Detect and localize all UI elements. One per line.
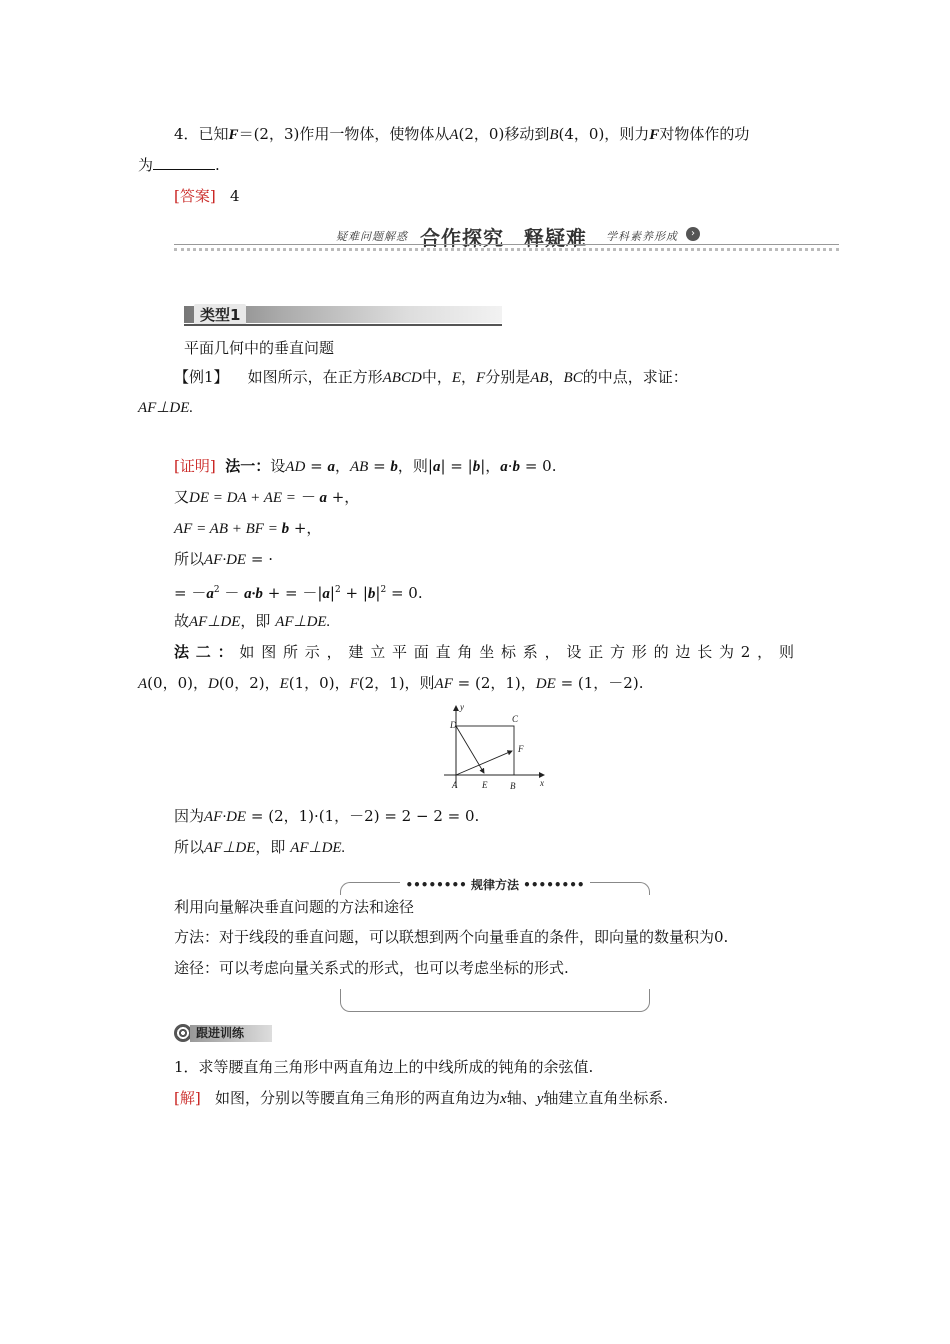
example-text: 的中点，求证： (582, 368, 688, 386)
answer-tag: [答案] (174, 187, 216, 205)
proof-text: 设 (270, 457, 286, 475)
proof-text: 又 (174, 488, 190, 506)
proof-text: = 0. (390, 584, 423, 602)
proof-text: (0，0)， (147, 674, 208, 692)
vector-a: a (327, 459, 335, 475)
proof-text: 如图所示，建立平面直角坐标系，设正方形的边长为2，则 (239, 643, 801, 661)
proof-text: ，即 (255, 838, 286, 856)
point-b: B (549, 127, 559, 143)
proof-text: ，则| (397, 457, 433, 475)
point-a: A (449, 127, 459, 143)
follow-training-label: 跟进训练 (190, 1025, 272, 1042)
vector-a: a (206, 586, 214, 602)
answer-blank (153, 155, 215, 170)
solution-text: 如图，分别以等腰直角三角形的两直角边为 (215, 1089, 501, 1107)
proof-text: － (224, 584, 240, 602)
method-one-label: 法一： (225, 457, 271, 475)
method-two-label: 法二： (174, 643, 240, 661)
banner-right-text: 学科素养形成 (606, 230, 678, 243)
proof-expression: AF·DE (204, 552, 247, 568)
question-4-line1 (174, 124, 749, 145)
proof-text: (0，2)， (218, 674, 280, 692)
question-4-line2 (138, 155, 220, 175)
proof-expression: AF⊥DE (189, 614, 241, 630)
divider (184, 324, 502, 326)
point-f: F (349, 676, 359, 692)
q4-text: 对物体作的功 (659, 125, 750, 143)
vector-b: b (390, 459, 398, 475)
divider (174, 244, 839, 245)
segment-ab: AB (530, 370, 549, 386)
label-a: A (452, 780, 458, 790)
proof-text: 因为 (174, 807, 205, 825)
exponent: 2 (213, 585, 220, 595)
q4-number: 4．已知 (174, 125, 229, 143)
proof-line7 (174, 642, 801, 662)
type-label: 类型1 (194, 304, 246, 325)
vector-af: AF (434, 676, 453, 692)
proof-text: = (310, 457, 323, 475)
proof-text: 所以 (174, 550, 205, 568)
method-box-title: •••••••• 规律方法 •••••••• (400, 876, 590, 893)
example-text: ， (461, 368, 477, 386)
point-f: F (476, 370, 486, 386)
q4-text: (2，0)移动到 (458, 125, 550, 143)
vector-f: F (649, 127, 660, 143)
vector-b: b (367, 586, 376, 602)
q4-text: . (215, 156, 220, 174)
section-banner (174, 222, 839, 252)
type-tag (184, 304, 502, 324)
square-abcd (456, 726, 514, 775)
proof-text: 故 (174, 612, 190, 630)
proof-text: = (2，1)·(1，－2) = 2 − 2 = 0. (250, 807, 480, 825)
label-e: E (482, 780, 488, 790)
proof-expression: AF⊥DE. (275, 614, 331, 630)
vector-a: a (319, 490, 327, 506)
method-line2: 方法：对于线段的垂直问题，可以联想到两个向量垂直的条件，即向量的数量积为0. (174, 928, 729, 946)
follow-answer-1 (174, 1088, 668, 1109)
vector-de: DE (535, 676, 556, 692)
proof-tag: [证明] (174, 457, 216, 475)
point-e: E (451, 370, 461, 386)
solution-tag: [解] (174, 1089, 201, 1107)
label-b: B (510, 781, 516, 791)
q4-text: (4，0)，则力 (558, 125, 650, 143)
exponent: 2 (380, 585, 387, 595)
answer-line (174, 186, 240, 206)
proof-text: = 0. (524, 457, 557, 475)
proof-text: |， (480, 457, 501, 475)
proof-line5 (174, 580, 423, 604)
proof-expression: DE = DA + AE = － (189, 490, 315, 506)
dot-product: a·b (244, 586, 263, 602)
proof-text: +， (331, 488, 360, 506)
proof-text: · (507, 457, 513, 475)
proof-expression: AF⊥DE (204, 840, 256, 856)
q4-text: 为 (138, 156, 154, 174)
banner-main-title: 合作探究 (420, 226, 504, 250)
vector-b: b (472, 459, 481, 475)
vector-f: F (228, 127, 239, 143)
proof-text: ， (334, 457, 350, 475)
proof-text: | = | (440, 457, 473, 475)
divider (174, 248, 839, 251)
type-title: 平面几何中的垂直问题 (184, 339, 335, 357)
coordinate-figure (440, 700, 552, 792)
exponent: 2 (334, 585, 341, 595)
vector-a: a (432, 459, 441, 475)
proof-text: ，即 (240, 612, 271, 630)
axis-y: y (536, 1091, 544, 1107)
proof-text: + | (345, 584, 368, 602)
proof-text: = (1，－2). (560, 674, 644, 692)
label-c: C (512, 714, 519, 724)
proof-line4 (174, 549, 273, 570)
vector-a: a (322, 586, 330, 602)
proof-line2 (174, 487, 359, 508)
proof-text: | (329, 584, 335, 602)
vector-b: b (281, 521, 290, 537)
point-e: E (279, 676, 289, 692)
example-text: 分别是 (485, 368, 531, 386)
proof-expression: AF·DE (204, 809, 247, 825)
example-text: ， (548, 368, 564, 386)
chevron-right-icon: › (686, 227, 700, 241)
method-box-bottom (340, 989, 650, 1012)
proof-text: + = －| (267, 584, 323, 602)
proof-text: = － (174, 584, 207, 602)
vector-de (456, 726, 484, 773)
label-f: F (518, 744, 524, 754)
answer-value: 4 (230, 187, 240, 205)
proof-text: = (2，1)， (457, 674, 536, 692)
vector-ab: AB (349, 459, 369, 475)
proof-text: +， (293, 519, 322, 537)
proof-text: = · (250, 550, 273, 568)
method-title-text: 规律方法 (470, 878, 519, 892)
vector-b: b (512, 459, 521, 475)
proof-line9 (174, 806, 479, 827)
proof-text: (2，1)，则 (358, 674, 435, 692)
proof-text: (1，0)， (288, 674, 350, 692)
vector-a: a (500, 459, 508, 475)
segment-bc: BC (563, 370, 583, 386)
y-label: y (460, 702, 464, 712)
proof-line3 (174, 518, 321, 539)
vector-af (456, 751, 512, 775)
q4-text: ＝(2，3)作用一物体，使物体从 (238, 125, 450, 143)
proof-line10 (174, 837, 345, 858)
label-d: D (450, 720, 457, 730)
example-tag: 【例1】 (174, 368, 229, 386)
banner-main-subtitle: 释疑难 (524, 226, 587, 250)
point-d: D (207, 676, 219, 692)
example-1-line2: AF⊥DE. (138, 400, 194, 416)
proof-text: = (373, 457, 386, 475)
proof-expression: AF⊥DE. (290, 840, 346, 856)
axis-x: x (500, 1091, 507, 1107)
example-text: 中， (421, 368, 452, 386)
proof-line1 (174, 456, 556, 477)
square-abcd: ABCD (382, 370, 422, 386)
point-a: A (138, 676, 148, 692)
proof-line8 (138, 673, 643, 694)
follow-question-1: 1．求等腰直角三角形中两直角边上的中线所成的钝角的余弦值. (174, 1058, 594, 1076)
banner-left-text: 疑难问题解惑 (336, 230, 408, 243)
proof-text: 所以 (174, 838, 205, 856)
solution-text: 轴建立直角坐标系. (543, 1089, 669, 1107)
proof-line6 (174, 611, 330, 632)
x-label: x (540, 778, 544, 788)
example-text: 如图所示，在正方形 (247, 368, 383, 386)
proof-expression: AF = AB + BF = (174, 521, 282, 537)
proof-text: | (375, 584, 381, 602)
solution-text: 轴、 (506, 1089, 537, 1107)
method-line3: 途径：可以考虑向量关系式的形式，也可以考虑坐标的形式. (174, 959, 569, 977)
vector-ad: AD (285, 459, 306, 475)
method-line1: 利用向量解决垂直问题的方法和途径 (174, 898, 415, 916)
example-1-line1 (174, 367, 688, 388)
